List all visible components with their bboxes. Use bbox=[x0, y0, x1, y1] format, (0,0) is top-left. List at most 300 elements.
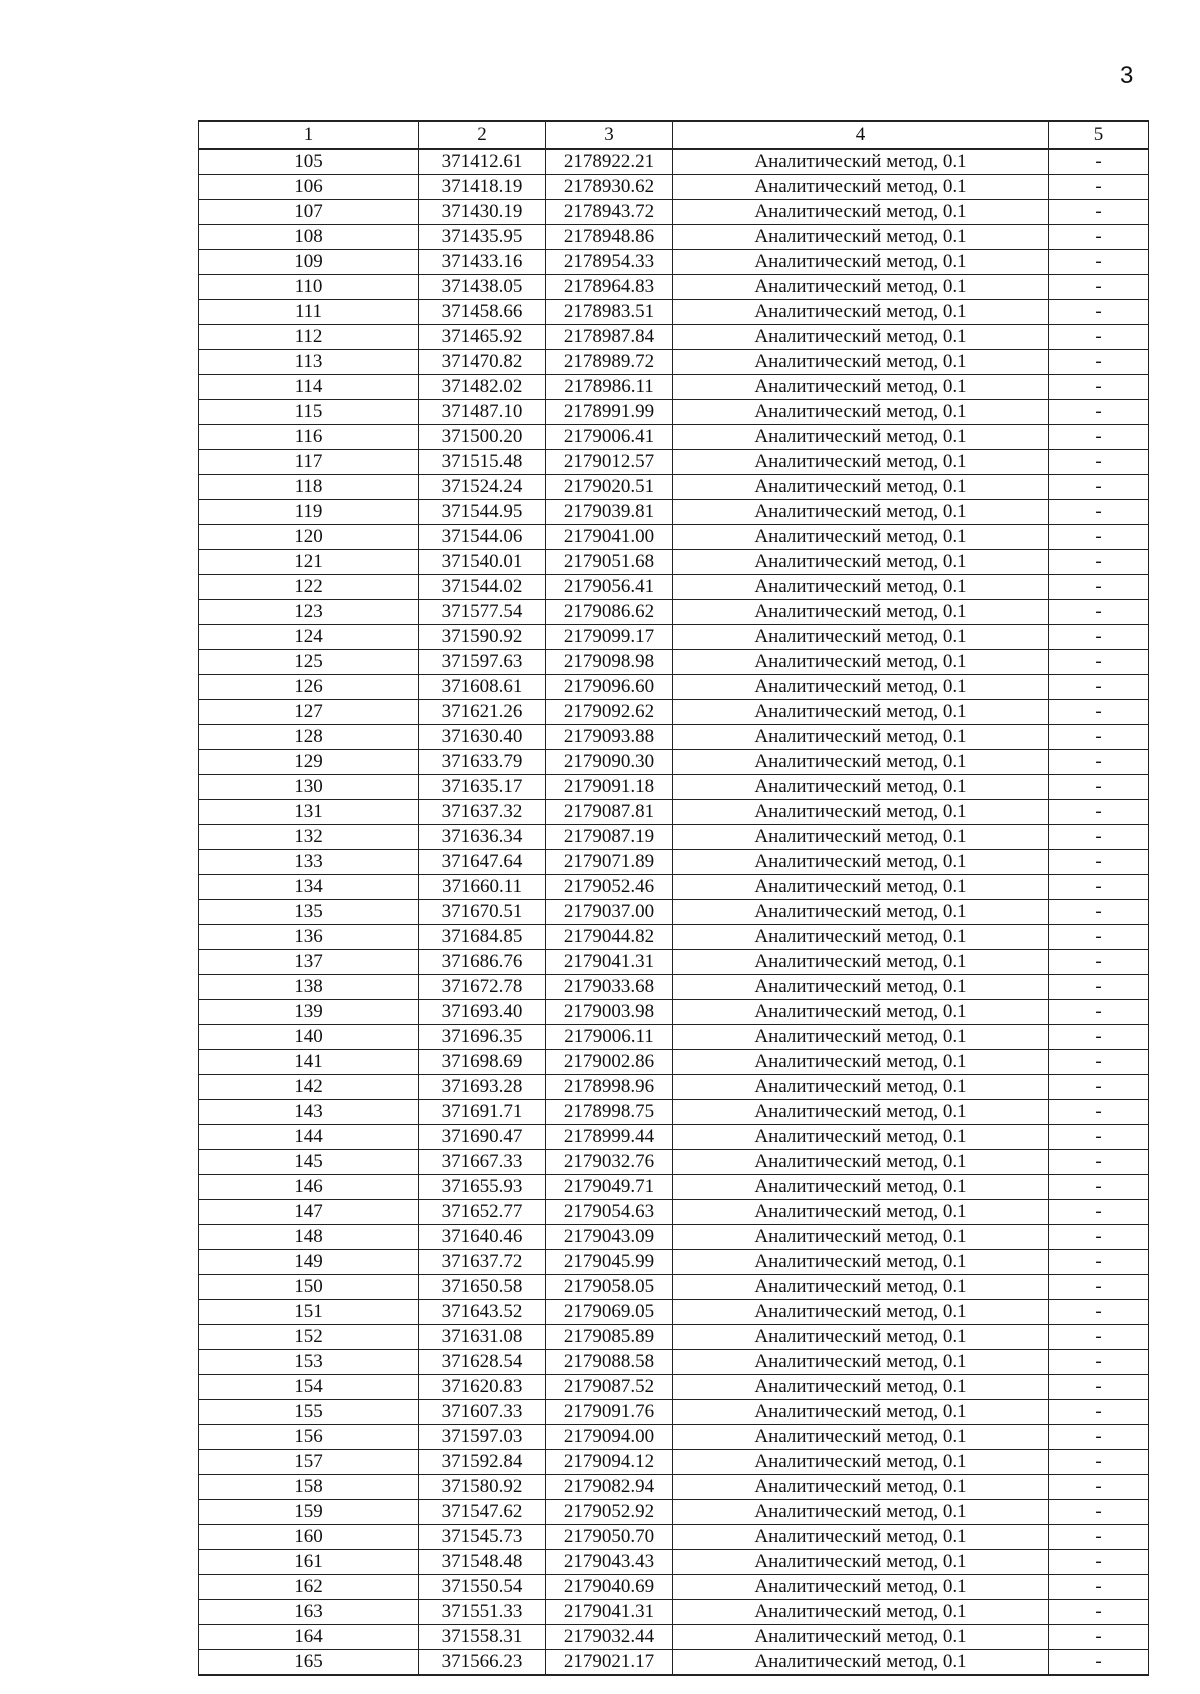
coordinates-table bbox=[198, 120, 1149, 1676]
column-header: 1 bbox=[199, 121, 419, 149]
x-coordinate-cell: 371693.28 bbox=[419, 1075, 546, 1100]
x-coordinate-cell: 371607.33 bbox=[419, 1400, 546, 1425]
point-number-cell: 121 bbox=[199, 550, 419, 575]
x-coordinate-cell: 371643.52 bbox=[419, 1300, 546, 1325]
method-cell: Аналитический метод, 0.1 bbox=[673, 425, 1049, 450]
method-cell: Аналитический метод, 0.1 bbox=[673, 325, 1049, 350]
method-cell: Аналитический метод, 0.1 bbox=[673, 575, 1049, 600]
point-number-cell: 114 bbox=[199, 375, 419, 400]
point-number-cell: 147 bbox=[199, 1200, 419, 1225]
method-cell: Аналитический метод, 0.1 bbox=[673, 1075, 1049, 1100]
x-coordinate-cell: 371430.19 bbox=[419, 200, 546, 225]
table-row bbox=[199, 500, 1149, 525]
x-coordinate-cell: 371433.16 bbox=[419, 250, 546, 275]
table-row bbox=[199, 1175, 1149, 1200]
point-number-cell: 150 bbox=[199, 1275, 419, 1300]
y-coordinate-cell: 2178948.86 bbox=[546, 225, 673, 250]
point-number-cell: 113 bbox=[199, 350, 419, 375]
note-cell: - bbox=[1049, 1200, 1149, 1225]
method-cell: Аналитический метод, 0.1 bbox=[673, 900, 1049, 925]
note-cell: - bbox=[1049, 225, 1149, 250]
point-number-cell: 122 bbox=[199, 575, 419, 600]
note-cell: - bbox=[1049, 925, 1149, 950]
table-row bbox=[199, 1225, 1149, 1250]
point-number-cell: 112 bbox=[199, 325, 419, 350]
table-row bbox=[199, 1550, 1149, 1575]
point-number-cell: 110 bbox=[199, 275, 419, 300]
y-coordinate-cell: 2179088.58 bbox=[546, 1350, 673, 1375]
point-number-cell: 111 bbox=[199, 300, 419, 325]
note-cell: - bbox=[1049, 300, 1149, 325]
table-row bbox=[199, 149, 1149, 175]
note-cell: - bbox=[1049, 1425, 1149, 1450]
table-row bbox=[199, 1075, 1149, 1100]
x-coordinate-cell: 371548.48 bbox=[419, 1550, 546, 1575]
column-header: 4 bbox=[673, 121, 1049, 149]
x-coordinate-cell: 371667.33 bbox=[419, 1150, 546, 1175]
y-coordinate-cell: 2179096.60 bbox=[546, 675, 673, 700]
point-number-cell: 130 bbox=[199, 775, 419, 800]
method-cell: Аналитический метод, 0.1 bbox=[673, 850, 1049, 875]
point-number-cell: 143 bbox=[199, 1100, 419, 1125]
point-number-cell: 146 bbox=[199, 1175, 419, 1200]
y-coordinate-cell: 2179045.99 bbox=[546, 1250, 673, 1275]
x-coordinate-cell: 371487.10 bbox=[419, 400, 546, 425]
method-cell: Аналитический метод, 0.1 bbox=[673, 1400, 1049, 1425]
point-number-cell: 131 bbox=[199, 800, 419, 825]
table-row bbox=[199, 1050, 1149, 1075]
y-coordinate-cell: 2179021.17 bbox=[546, 1650, 673, 1676]
note-cell: - bbox=[1049, 575, 1149, 600]
method-cell: Аналитический метод, 0.1 bbox=[673, 1650, 1049, 1676]
table-row bbox=[199, 925, 1149, 950]
y-coordinate-cell: 2179058.05 bbox=[546, 1275, 673, 1300]
note-cell: - bbox=[1049, 200, 1149, 225]
note-cell: - bbox=[1049, 375, 1149, 400]
table-row bbox=[199, 1475, 1149, 1500]
method-cell: Аналитический метод, 0.1 bbox=[673, 250, 1049, 275]
table-row bbox=[199, 1200, 1149, 1225]
method-cell: Аналитический метод, 0.1 bbox=[673, 1525, 1049, 1550]
note-cell: - bbox=[1049, 425, 1149, 450]
table-row bbox=[199, 1025, 1149, 1050]
table-row bbox=[199, 700, 1149, 725]
note-cell: - bbox=[1049, 675, 1149, 700]
method-cell: Аналитический метод, 0.1 bbox=[673, 1150, 1049, 1175]
x-coordinate-cell: 371640.46 bbox=[419, 1225, 546, 1250]
point-number-cell: 156 bbox=[199, 1425, 419, 1450]
y-coordinate-cell: 2179006.41 bbox=[546, 425, 673, 450]
method-cell: Аналитический метод, 0.1 bbox=[673, 1475, 1049, 1500]
y-coordinate-cell: 2178998.96 bbox=[546, 1075, 673, 1100]
table-row bbox=[199, 600, 1149, 625]
point-number-cell: 152 bbox=[199, 1325, 419, 1350]
table-row bbox=[199, 650, 1149, 675]
method-cell: Аналитический метод, 0.1 bbox=[673, 600, 1049, 625]
x-coordinate-cell: 371540.01 bbox=[419, 550, 546, 575]
note-cell: - bbox=[1049, 800, 1149, 825]
note-cell: - bbox=[1049, 1225, 1149, 1250]
point-number-cell: 127 bbox=[199, 700, 419, 725]
table-row bbox=[199, 575, 1149, 600]
method-cell: Аналитический метод, 0.1 bbox=[673, 300, 1049, 325]
table-row bbox=[199, 1125, 1149, 1150]
x-coordinate-cell: 371650.58 bbox=[419, 1275, 546, 1300]
table-row bbox=[199, 450, 1149, 475]
note-cell: - bbox=[1049, 500, 1149, 525]
note-cell: - bbox=[1049, 1525, 1149, 1550]
note-cell: - bbox=[1049, 1250, 1149, 1275]
note-cell: - bbox=[1049, 700, 1149, 725]
y-coordinate-cell: 2178989.72 bbox=[546, 350, 673, 375]
method-cell: Аналитический метод, 0.1 bbox=[673, 149, 1049, 175]
point-number-cell: 137 bbox=[199, 950, 419, 975]
x-coordinate-cell: 371636.34 bbox=[419, 825, 546, 850]
y-coordinate-cell: 2179087.81 bbox=[546, 800, 673, 825]
note-cell: - bbox=[1049, 825, 1149, 850]
x-coordinate-cell: 371684.85 bbox=[419, 925, 546, 950]
point-number-cell: 145 bbox=[199, 1150, 419, 1175]
x-coordinate-cell: 371696.35 bbox=[419, 1025, 546, 1050]
table-row bbox=[199, 350, 1149, 375]
x-coordinate-cell: 371524.24 bbox=[419, 475, 546, 500]
table-row bbox=[199, 550, 1149, 575]
method-cell: Аналитический метод, 0.1 bbox=[673, 225, 1049, 250]
y-coordinate-cell: 2178987.84 bbox=[546, 325, 673, 350]
point-number-cell: 133 bbox=[199, 850, 419, 875]
point-number-cell: 139 bbox=[199, 1000, 419, 1025]
method-cell: Аналитический метод, 0.1 bbox=[673, 1050, 1049, 1075]
method-cell: Аналитический метод, 0.1 bbox=[673, 400, 1049, 425]
method-cell: Аналитический метод, 0.1 bbox=[673, 1325, 1049, 1350]
y-coordinate-cell: 2179050.70 bbox=[546, 1525, 673, 1550]
note-cell: - bbox=[1049, 1500, 1149, 1525]
x-coordinate-cell: 371620.83 bbox=[419, 1375, 546, 1400]
x-coordinate-cell: 371580.92 bbox=[419, 1475, 546, 1500]
table-row bbox=[199, 1375, 1149, 1400]
x-coordinate-cell: 371597.63 bbox=[419, 650, 546, 675]
method-cell: Аналитический метод, 0.1 bbox=[673, 1200, 1049, 1225]
point-number-cell: 159 bbox=[199, 1500, 419, 1525]
note-cell: - bbox=[1049, 1450, 1149, 1475]
x-coordinate-cell: 371458.66 bbox=[419, 300, 546, 325]
x-coordinate-cell: 371590.92 bbox=[419, 625, 546, 650]
point-number-cell: 148 bbox=[199, 1225, 419, 1250]
note-cell: - bbox=[1049, 1375, 1149, 1400]
y-coordinate-cell: 2179098.98 bbox=[546, 650, 673, 675]
table-row bbox=[199, 275, 1149, 300]
x-coordinate-cell: 371628.54 bbox=[419, 1350, 546, 1375]
method-cell: Аналитический метод, 0.1 bbox=[673, 950, 1049, 975]
note-cell: - bbox=[1049, 149, 1149, 175]
y-coordinate-cell: 2179037.00 bbox=[546, 900, 673, 925]
table-row bbox=[199, 950, 1149, 975]
point-number-cell: 155 bbox=[199, 1400, 419, 1425]
x-coordinate-cell: 371438.05 bbox=[419, 275, 546, 300]
method-cell: Аналитический метод, 0.1 bbox=[673, 1275, 1049, 1300]
method-cell: Аналитический метод, 0.1 bbox=[673, 175, 1049, 200]
x-coordinate-cell: 371633.79 bbox=[419, 750, 546, 775]
x-coordinate-cell: 371551.33 bbox=[419, 1600, 546, 1625]
x-coordinate-cell: 371500.20 bbox=[419, 425, 546, 450]
x-coordinate-cell: 371544.02 bbox=[419, 575, 546, 600]
note-cell: - bbox=[1049, 325, 1149, 350]
table-row bbox=[199, 1300, 1149, 1325]
y-coordinate-cell: 2179090.30 bbox=[546, 750, 673, 775]
point-number-cell: 105 bbox=[199, 149, 419, 175]
point-number-cell: 120 bbox=[199, 525, 419, 550]
table-row bbox=[199, 975, 1149, 1000]
method-cell: Аналитический метод, 0.1 bbox=[673, 1500, 1049, 1525]
note-cell: - bbox=[1049, 750, 1149, 775]
point-number-cell: 123 bbox=[199, 600, 419, 625]
method-cell: Аналитический метод, 0.1 bbox=[673, 975, 1049, 1000]
y-coordinate-cell: 2178986.11 bbox=[546, 375, 673, 400]
note-cell: - bbox=[1049, 900, 1149, 925]
method-cell: Аналитический метод, 0.1 bbox=[673, 1025, 1049, 1050]
note-cell: - bbox=[1049, 1400, 1149, 1425]
y-coordinate-cell: 2179020.51 bbox=[546, 475, 673, 500]
x-coordinate-cell: 371652.77 bbox=[419, 1200, 546, 1225]
y-coordinate-cell: 2179033.68 bbox=[546, 975, 673, 1000]
method-cell: Аналитический метод, 0.1 bbox=[673, 1425, 1049, 1450]
note-cell: - bbox=[1049, 175, 1149, 200]
note-cell: - bbox=[1049, 1025, 1149, 1050]
point-number-cell: 129 bbox=[199, 750, 419, 775]
y-coordinate-cell: 2179052.46 bbox=[546, 875, 673, 900]
table-row bbox=[199, 1425, 1149, 1450]
x-coordinate-cell: 371558.31 bbox=[419, 1625, 546, 1650]
method-cell: Аналитический метод, 0.1 bbox=[673, 1600, 1049, 1625]
table-row bbox=[199, 775, 1149, 800]
table-row bbox=[199, 900, 1149, 925]
x-coordinate-cell: 371691.71 bbox=[419, 1100, 546, 1125]
y-coordinate-cell: 2178964.83 bbox=[546, 275, 673, 300]
y-coordinate-cell: 2179054.63 bbox=[546, 1200, 673, 1225]
y-coordinate-cell: 2179092.62 bbox=[546, 700, 673, 725]
note-cell: - bbox=[1049, 950, 1149, 975]
method-cell: Аналитический метод, 0.1 bbox=[673, 1000, 1049, 1025]
method-cell: Аналитический метод, 0.1 bbox=[673, 775, 1049, 800]
table-row bbox=[199, 750, 1149, 775]
x-coordinate-cell: 371698.69 bbox=[419, 1050, 546, 1075]
note-cell: - bbox=[1049, 975, 1149, 1000]
y-coordinate-cell: 2178930.62 bbox=[546, 175, 673, 200]
y-coordinate-cell: 2179087.19 bbox=[546, 825, 673, 850]
x-coordinate-cell: 371515.48 bbox=[419, 450, 546, 475]
table-row bbox=[199, 250, 1149, 275]
method-cell: Аналитический метод, 0.1 bbox=[673, 750, 1049, 775]
method-cell: Аналитический метод, 0.1 bbox=[673, 1550, 1049, 1575]
method-cell: Аналитический метод, 0.1 bbox=[673, 1450, 1049, 1475]
note-cell: - bbox=[1049, 350, 1149, 375]
x-coordinate-cell: 371647.64 bbox=[419, 850, 546, 875]
y-coordinate-cell: 2179041.31 bbox=[546, 950, 673, 975]
y-coordinate-cell: 2179044.82 bbox=[546, 925, 673, 950]
y-coordinate-cell: 2179006.11 bbox=[546, 1025, 673, 1050]
point-number-cell: 128 bbox=[199, 725, 419, 750]
note-cell: - bbox=[1049, 550, 1149, 575]
method-cell: Аналитический метод, 0.1 bbox=[673, 875, 1049, 900]
table-row bbox=[199, 1525, 1149, 1550]
y-coordinate-cell: 2179012.57 bbox=[546, 450, 673, 475]
x-coordinate-cell: 371577.54 bbox=[419, 600, 546, 625]
y-coordinate-cell: 2178983.51 bbox=[546, 300, 673, 325]
x-coordinate-cell: 371418.19 bbox=[419, 175, 546, 200]
x-coordinate-cell: 371608.61 bbox=[419, 675, 546, 700]
method-cell: Аналитический метод, 0.1 bbox=[673, 275, 1049, 300]
y-coordinate-cell: 2179091.76 bbox=[546, 1400, 673, 1425]
x-coordinate-cell: 371435.95 bbox=[419, 225, 546, 250]
table-row bbox=[199, 175, 1149, 200]
table-row bbox=[199, 475, 1149, 500]
note-cell: - bbox=[1049, 1600, 1149, 1625]
note-cell: - bbox=[1049, 1550, 1149, 1575]
note-cell: - bbox=[1049, 1475, 1149, 1500]
point-number-cell: 153 bbox=[199, 1350, 419, 1375]
point-number-cell: 144 bbox=[199, 1125, 419, 1150]
table-row bbox=[199, 850, 1149, 875]
table-row bbox=[199, 1325, 1149, 1350]
y-coordinate-cell: 2179052.92 bbox=[546, 1500, 673, 1525]
y-coordinate-cell: 2179085.89 bbox=[546, 1325, 673, 1350]
table-row bbox=[199, 1000, 1149, 1025]
point-number-cell: 151 bbox=[199, 1300, 419, 1325]
method-cell: Аналитический метод, 0.1 bbox=[673, 625, 1049, 650]
x-coordinate-cell: 371690.47 bbox=[419, 1125, 546, 1150]
table-row bbox=[199, 800, 1149, 825]
note-cell: - bbox=[1049, 1625, 1149, 1650]
note-cell: - bbox=[1049, 475, 1149, 500]
note-cell: - bbox=[1049, 625, 1149, 650]
note-cell: - bbox=[1049, 525, 1149, 550]
x-coordinate-cell: 371693.40 bbox=[419, 1000, 546, 1025]
table-row bbox=[199, 325, 1149, 350]
note-cell: - bbox=[1049, 850, 1149, 875]
y-coordinate-cell: 2178954.33 bbox=[546, 250, 673, 275]
x-coordinate-cell: 371545.73 bbox=[419, 1525, 546, 1550]
table-row bbox=[199, 825, 1149, 850]
method-cell: Аналитический метод, 0.1 bbox=[673, 700, 1049, 725]
note-cell: - bbox=[1049, 450, 1149, 475]
x-coordinate-cell: 371637.32 bbox=[419, 800, 546, 825]
y-coordinate-cell: 2179094.00 bbox=[546, 1425, 673, 1450]
note-cell: - bbox=[1049, 1000, 1149, 1025]
x-coordinate-cell: 371550.54 bbox=[419, 1575, 546, 1600]
table-row bbox=[199, 1350, 1149, 1375]
y-coordinate-cell: 2179091.18 bbox=[546, 775, 673, 800]
x-coordinate-cell: 371412.61 bbox=[419, 149, 546, 175]
table-row bbox=[199, 625, 1149, 650]
table-row bbox=[199, 1275, 1149, 1300]
note-cell: - bbox=[1049, 1300, 1149, 1325]
table-row bbox=[199, 1400, 1149, 1425]
point-number-cell: 160 bbox=[199, 1525, 419, 1550]
table-header-row bbox=[199, 121, 1149, 149]
point-number-cell: 124 bbox=[199, 625, 419, 650]
point-number-cell: 116 bbox=[199, 425, 419, 450]
table-row bbox=[199, 425, 1149, 450]
x-coordinate-cell: 371686.76 bbox=[419, 950, 546, 975]
table-body bbox=[199, 149, 1149, 1675]
y-coordinate-cell: 2178922.21 bbox=[546, 149, 673, 175]
point-number-cell: 106 bbox=[199, 175, 419, 200]
method-cell: Аналитический метод, 0.1 bbox=[673, 375, 1049, 400]
note-cell: - bbox=[1049, 400, 1149, 425]
point-number-cell: 149 bbox=[199, 1250, 419, 1275]
page-number: 3 bbox=[1120, 62, 1134, 89]
method-cell: Аналитический метод, 0.1 bbox=[673, 550, 1049, 575]
method-cell: Аналитический метод, 0.1 bbox=[673, 450, 1049, 475]
x-coordinate-cell: 371482.02 bbox=[419, 375, 546, 400]
x-coordinate-cell: 371672.78 bbox=[419, 975, 546, 1000]
method-cell: Аналитический метод, 0.1 bbox=[673, 1100, 1049, 1125]
x-coordinate-cell: 371631.08 bbox=[419, 1325, 546, 1350]
method-cell: Аналитический метод, 0.1 bbox=[673, 475, 1049, 500]
note-cell: - bbox=[1049, 1650, 1149, 1676]
x-coordinate-cell: 371637.72 bbox=[419, 1250, 546, 1275]
y-coordinate-cell: 2179043.43 bbox=[546, 1550, 673, 1575]
method-cell: Аналитический метод, 0.1 bbox=[673, 1125, 1049, 1150]
table-row bbox=[199, 1250, 1149, 1275]
method-cell: Аналитический метод, 0.1 bbox=[673, 500, 1049, 525]
y-coordinate-cell: 2179043.09 bbox=[546, 1225, 673, 1250]
x-coordinate-cell: 371470.82 bbox=[419, 350, 546, 375]
method-cell: Аналитический метод, 0.1 bbox=[673, 1575, 1049, 1600]
x-coordinate-cell: 371566.23 bbox=[419, 1650, 546, 1676]
note-cell: - bbox=[1049, 1100, 1149, 1125]
table-row bbox=[199, 225, 1149, 250]
point-number-cell: 164 bbox=[199, 1625, 419, 1650]
x-coordinate-cell: 371544.06 bbox=[419, 525, 546, 550]
y-coordinate-cell: 2179002.86 bbox=[546, 1050, 673, 1075]
table-row bbox=[199, 725, 1149, 750]
y-coordinate-cell: 2179082.94 bbox=[546, 1475, 673, 1500]
method-cell: Аналитический метод, 0.1 bbox=[673, 200, 1049, 225]
y-coordinate-cell: 2179051.68 bbox=[546, 550, 673, 575]
y-coordinate-cell: 2179049.71 bbox=[546, 1175, 673, 1200]
table-row bbox=[199, 525, 1149, 550]
method-cell: Аналитический метод, 0.1 bbox=[673, 1300, 1049, 1325]
point-number-cell: 119 bbox=[199, 500, 419, 525]
y-coordinate-cell: 2179032.44 bbox=[546, 1625, 673, 1650]
x-coordinate-cell: 371597.03 bbox=[419, 1425, 546, 1450]
method-cell: Аналитический метод, 0.1 bbox=[673, 925, 1049, 950]
point-number-cell: 158 bbox=[199, 1475, 419, 1500]
point-number-cell: 107 bbox=[199, 200, 419, 225]
note-cell: - bbox=[1049, 1125, 1149, 1150]
point-number-cell: 138 bbox=[199, 975, 419, 1000]
y-coordinate-cell: 2179040.69 bbox=[546, 1575, 673, 1600]
method-cell: Аналитический метод, 0.1 bbox=[673, 1625, 1049, 1650]
table-row bbox=[199, 1600, 1149, 1625]
note-cell: - bbox=[1049, 1275, 1149, 1300]
x-coordinate-cell: 371670.51 bbox=[419, 900, 546, 925]
point-number-cell: 132 bbox=[199, 825, 419, 850]
note-cell: - bbox=[1049, 775, 1149, 800]
note-cell: - bbox=[1049, 1150, 1149, 1175]
table-row bbox=[199, 675, 1149, 700]
note-cell: - bbox=[1049, 1075, 1149, 1100]
table-row bbox=[199, 1450, 1149, 1475]
method-cell: Аналитический метод, 0.1 bbox=[673, 800, 1049, 825]
note-cell: - bbox=[1049, 1575, 1149, 1600]
y-coordinate-cell: 2179069.05 bbox=[546, 1300, 673, 1325]
column-header: 5 bbox=[1049, 121, 1149, 149]
y-coordinate-cell: 2179086.62 bbox=[546, 600, 673, 625]
note-cell: - bbox=[1049, 275, 1149, 300]
point-number-cell: 115 bbox=[199, 400, 419, 425]
